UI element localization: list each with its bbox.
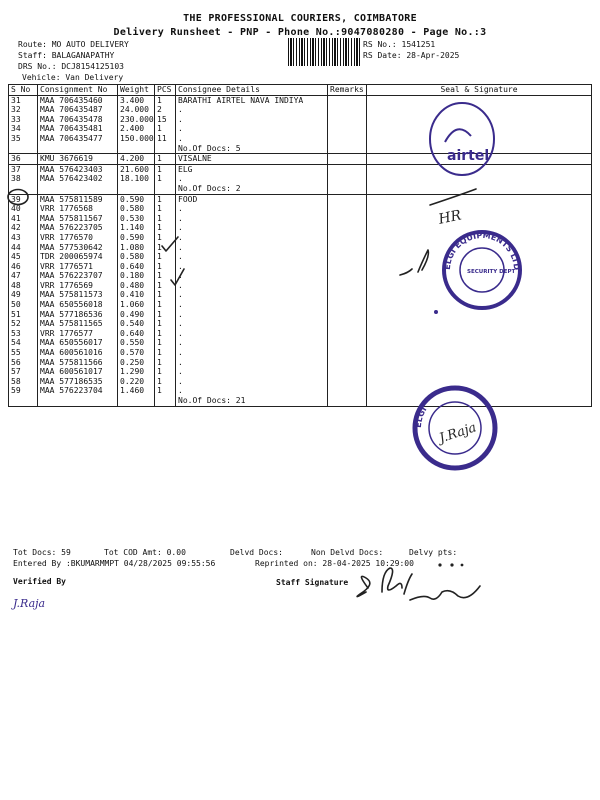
row-consignment: MAA 575811565 [38, 319, 118, 329]
row-pcs: 1 [155, 174, 176, 184]
tick-mark [171, 269, 184, 285]
row-consignment: VRR 1776569 [38, 281, 118, 291]
row-weight: 24.000 [118, 105, 155, 115]
row-pcs: 1 [155, 367, 176, 377]
row-pcs: 1 [155, 329, 176, 339]
row-sno: 48 [9, 281, 38, 291]
row-consignment: MAA 706435477 [38, 134, 118, 144]
row-pcs: 11 [155, 134, 176, 144]
row-pcs: 1 [155, 243, 176, 253]
delivery-points: Delvy pts: [409, 548, 458, 557]
elgi-dept-text: SECURITY DEPT [467, 269, 516, 275]
runsheet-title: Delivery Runsheet - PNP - Phone No.:9047080280 - Page No.:3 [113, 27, 487, 38]
row-consignment: MAA 577186535 [38, 377, 118, 387]
row-consignment: MAA 575811566 [38, 358, 118, 368]
row-pcs: 1 [155, 95, 176, 105]
row-sno: 37 [9, 164, 38, 174]
row-sno: 58 [9, 377, 38, 387]
row-pcs: 1 [155, 300, 176, 310]
row-consignee: FOOD [176, 194, 328, 204]
row-sno: 34 [9, 124, 38, 134]
row-sno: 55 [9, 348, 38, 358]
row-pcs: 1 [155, 319, 176, 329]
row-consignment: MAA 706435460 [38, 95, 118, 105]
row-weight: 0.480 [118, 281, 155, 291]
row-consignment: MAA 650556017 [38, 338, 118, 348]
row-consignee: . [176, 271, 328, 281]
row-sno: 50 [9, 300, 38, 310]
col-consignment: Consignment No [38, 85, 118, 96]
staff-signature-label: Staff Signature [276, 578, 349, 587]
row-weight: 1.140 [118, 223, 155, 233]
row-consignee: No.Of Docs: 2 [176, 184, 328, 194]
row-consignee: . [176, 290, 328, 300]
row-consignment: TDR 200065974 [38, 252, 118, 262]
row-consignee: BARATHI AIRTEL NAVA INDIYA [176, 95, 328, 105]
row-sno: 56 [9, 358, 38, 368]
row-weight: 0.410 [118, 290, 155, 300]
row-weight: 21.600 [118, 164, 155, 174]
delivered-docs: Delvd Docs: [230, 548, 283, 557]
row-consignee: . [176, 377, 328, 387]
row-pcs: 1 [155, 310, 176, 320]
row-weight: 1.080 [118, 243, 155, 253]
row-weight: 3.400 [118, 95, 155, 105]
row-sno: 47 [9, 271, 38, 281]
reprinted-on: Reprinted on: 28-04-2025 10:29:00 [255, 559, 414, 568]
svg-text:ELGI EQUIPMENTS LTD [443, 231, 521, 271]
row-consignment: MAA 576223707 [38, 271, 118, 281]
row-weight: 0.590 [118, 233, 155, 243]
rs-date: RS Date: 28-Apr-2025 [363, 51, 460, 60]
row-weight: 0.250 [118, 358, 155, 368]
total-docs: Tot Docs: 59 [13, 548, 71, 557]
row-pcs: 1 [155, 338, 176, 348]
row-consignee: . [176, 124, 328, 134]
row-sno: 33 [9, 115, 38, 125]
row-weight: 0.590 [118, 194, 155, 204]
rs-number: RS No.: 1541251 [363, 40, 436, 49]
row-consignee: VISALNE [176, 154, 328, 164]
row-consignment: MAA 706435481 [38, 124, 118, 134]
row-consignment: MAA 577186536 [38, 310, 118, 320]
row-consignee: . [176, 319, 328, 329]
row-sno: 51 [9, 310, 38, 320]
row-consignment: MAA 575811567 [38, 214, 118, 224]
row-consignee: . [176, 174, 328, 184]
row-consignment: MAA 577530642 [38, 243, 118, 253]
row-consignment: MAA 600561016 [38, 348, 118, 358]
row-consignment: MAA 650556018 [38, 300, 118, 310]
row-consignee: . [176, 348, 328, 358]
row-weight: 0.580 [118, 204, 155, 214]
col-consignee: Consignee Details [176, 85, 328, 96]
row-consignee: . [176, 105, 328, 115]
row-consignee: . [176, 233, 328, 243]
row-weight: 0.640 [118, 329, 155, 339]
row-weight: 1.060 [118, 300, 155, 310]
row-pcs: 15 [155, 115, 176, 125]
airtel-stamp [430, 103, 494, 175]
row-consignment: VRR 1776577 [38, 329, 118, 339]
non-delivered-docs: Non Delvd Docs: [311, 548, 384, 557]
row-weight: 4.200 [118, 154, 155, 164]
row-weight: 2.400 [118, 124, 155, 134]
row-consignee: . [176, 300, 328, 310]
row-pcs: 1 [155, 290, 176, 300]
row-pcs: 1 [155, 377, 176, 387]
row-consignee: . [176, 310, 328, 320]
row-sno: 36 [9, 154, 38, 164]
row-consignee: . [176, 281, 328, 291]
hr-text: HR [437, 207, 463, 228]
row-pcs: 1 [155, 214, 176, 224]
row-sno: 59 [9, 386, 38, 396]
row-pcs: 1 [155, 124, 176, 134]
row-weight: 1.460 [118, 386, 155, 396]
row-pcs: 1 [155, 204, 176, 214]
row-consignee: . [176, 252, 328, 262]
verifier-signature: J.Raja [13, 597, 46, 610]
hr-initials [430, 189, 476, 228]
row-sno: 31 [9, 95, 38, 105]
route: Route: MO AUTO DELIVERY [18, 40, 129, 49]
col-seal-signature: Seal & Signature [367, 85, 592, 96]
row-consignment: MAA 706435487 [38, 105, 118, 115]
row-pcs: 2 [155, 105, 176, 115]
row-pcs: 1 [155, 358, 176, 368]
airtel-stamp-text: airtel [447, 148, 490, 164]
row-weight: 0.220 [118, 377, 155, 387]
row-pcs: 1 [155, 164, 176, 174]
row-sno: 42 [9, 223, 38, 233]
row-weight: 230.000 [118, 115, 155, 125]
row-consignment: MAA 575811589 [38, 194, 118, 204]
row-consignment: VRR 1776568 [38, 204, 118, 214]
row-consignee: . [176, 367, 328, 377]
row-consignment: MAA 706435478 [38, 115, 118, 125]
row-sno: 32 [9, 105, 38, 115]
row-pcs: 1 [155, 252, 176, 262]
row-sno: 38 [9, 174, 38, 184]
row-sno: 45 [9, 252, 38, 262]
row-pcs: 1 [155, 223, 176, 233]
row-consignment: MAA 575811573 [38, 290, 118, 300]
row-consignee: . [176, 243, 328, 253]
row-weight: 0.180 [118, 271, 155, 281]
row-pcs: 1 [155, 154, 176, 164]
vehicle: Vehicle: Van Delivery [22, 73, 124, 82]
row-consignment: MAA 576223704 [38, 386, 118, 396]
elgi-stamp [400, 231, 521, 314]
row-pcs: 1 [155, 262, 176, 272]
row-consignee: . [176, 386, 328, 396]
row-consignee: . [176, 115, 328, 125]
row-consignee: . [176, 134, 328, 144]
row-consignee: . [176, 262, 328, 272]
row-consignee: . [176, 214, 328, 224]
elgi-stamp-text: ELGI EQUIPMENTS LTD [442, 230, 522, 271]
row-consignment: KMU 3676619 [38, 154, 118, 164]
row-consignee: ELG [176, 164, 328, 174]
row-weight: 150.000 [118, 134, 155, 144]
row-sno: 53 [9, 329, 38, 339]
staff-signature-scribble [357, 568, 480, 600]
row-pcs: 1 [155, 386, 176, 396]
row-pcs: 1 [155, 194, 176, 204]
col-weight: Weight [118, 85, 155, 96]
verified-by: Verified By [13, 577, 66, 586]
row-consignee: . [176, 223, 328, 233]
row-weight: 0.490 [118, 310, 155, 320]
row-sno: 41 [9, 214, 38, 224]
row-pcs: 1 [155, 348, 176, 358]
row-weight: 0.540 [118, 319, 155, 329]
row-weight: 0.570 [118, 348, 155, 358]
staff: Staff: BALAGANAPATHY [18, 51, 115, 60]
row-pcs: 1 [155, 233, 176, 243]
col-sno: S No [9, 85, 38, 96]
row-weight: 0.550 [118, 338, 155, 348]
row-sno: 54 [9, 338, 38, 348]
row-consignee: . [176, 329, 328, 339]
circle-mark [8, 190, 28, 205]
drs-number: DRS No.: DCJ8154125103 [18, 62, 124, 71]
row-consignment: VRR 1776570 [38, 233, 118, 243]
col-pcs: PCS [155, 85, 176, 96]
row-weight: 18.100 [118, 174, 155, 184]
round-stamp-text: ELGI [413, 405, 429, 429]
row-weight: 0.640 [118, 262, 155, 272]
row-consignee: No.Of Docs: 21 [176, 396, 328, 406]
row-sno: 57 [9, 367, 38, 377]
row-weight: 1.290 [118, 367, 155, 377]
row-consignee: . [176, 338, 328, 348]
svg-text:ELGI [414, 405, 429, 428]
row-weight: 0.580 [118, 252, 155, 262]
row-sno: 40 [9, 204, 38, 214]
round-stamp [414, 388, 495, 468]
row-consignment: MAA 576423403 [38, 164, 118, 174]
row-sno: 43 [9, 233, 38, 243]
company-name: THE PROFESSIONAL COURIERS, COIMBATORE [183, 13, 417, 24]
row-consignee: . [176, 358, 328, 368]
row-pcs: 1 [155, 271, 176, 281]
row-sno: 49 [9, 290, 38, 300]
row-weight: 0.530 [118, 214, 155, 224]
col-remarks: Remarks [328, 85, 367, 96]
row-consignment: MAA 600561017 [38, 367, 118, 377]
total-cod: Tot COD Amt: 0.00 [104, 548, 186, 557]
row-sno: 46 [9, 262, 38, 272]
tick-mark [162, 237, 178, 251]
row-pcs: 1 [155, 281, 176, 291]
row-consignment: VRR 1776571 [38, 262, 118, 272]
row-consignee: . [176, 204, 328, 214]
row-sno: 52 [9, 319, 38, 329]
entered-by: Entered By :BKUMARMMPT 04/28/2025 09:55:56 [13, 559, 216, 568]
row-consignee: No.Of Docs: 5 [176, 144, 328, 154]
row-sno: 44 [9, 243, 38, 253]
row-consignment: MAA 576423402 [38, 174, 118, 184]
row-consignment: MAA 576223705 [38, 223, 118, 233]
row-sno: 35 [9, 134, 38, 144]
receiver-signature: J.Raja [437, 420, 479, 447]
row-sno: 39 [9, 194, 38, 204]
